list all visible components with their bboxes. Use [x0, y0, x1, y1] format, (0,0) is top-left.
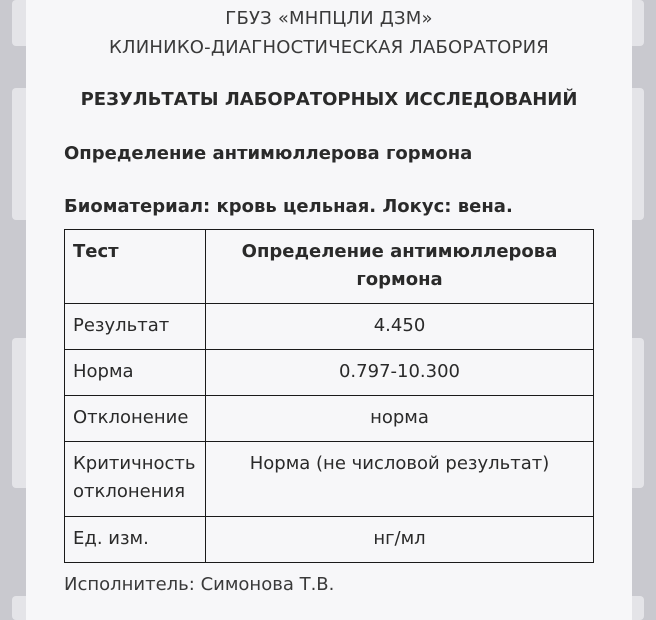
row-value-norm: 0.797-10.300 — [206, 350, 594, 396]
row-value-result: 4.450 — [206, 304, 594, 350]
row-label-norm: Норма — [65, 350, 206, 396]
table-header-value: Определение антимюллерова гормона — [206, 230, 594, 304]
table-row — [65, 304, 594, 350]
result-document — [26, 0, 632, 620]
organization-name: ГБУЗ «МНПЦЛИ ДЗМ» — [225, 8, 433, 29]
row-label-deviation: Отклонение — [65, 396, 206, 442]
document-title: РЕЗУЛЬТАТЫ ЛАБОРАТОРНЫХ ИССЛЕДОВАНИЙ — [80, 89, 578, 110]
table-row — [65, 442, 594, 517]
row-label-units: Ед. изм. — [65, 517, 206, 563]
row-label-result: Результат — [65, 304, 206, 350]
row-value-deviation: норма — [206, 396, 594, 442]
table-header-label: Тест — [65, 230, 206, 304]
biomaterial-info: Биоматериал: кровь цельная. Локус: вена. — [64, 196, 513, 217]
test-name: Определение антимюллерова гормона — [64, 143, 473, 164]
laboratory-name: КЛИНИКО-ДИАГНОСТИЧЕСКАЯ ЛАБОРАТОРИЯ — [109, 37, 549, 58]
row-value-criticality: Норма (не числовой результат) — [206, 442, 594, 517]
table-row — [65, 517, 594, 563]
table-row — [65, 396, 594, 442]
row-label-criticality: Критичность отклонения — [65, 442, 206, 517]
row-value-units: нг/мл — [206, 517, 594, 563]
executor-name: Исполнитель: Симонова Т.В. — [64, 574, 335, 595]
table-header-row — [65, 230, 594, 304]
results-table — [64, 229, 594, 563]
table-row — [65, 350, 594, 396]
